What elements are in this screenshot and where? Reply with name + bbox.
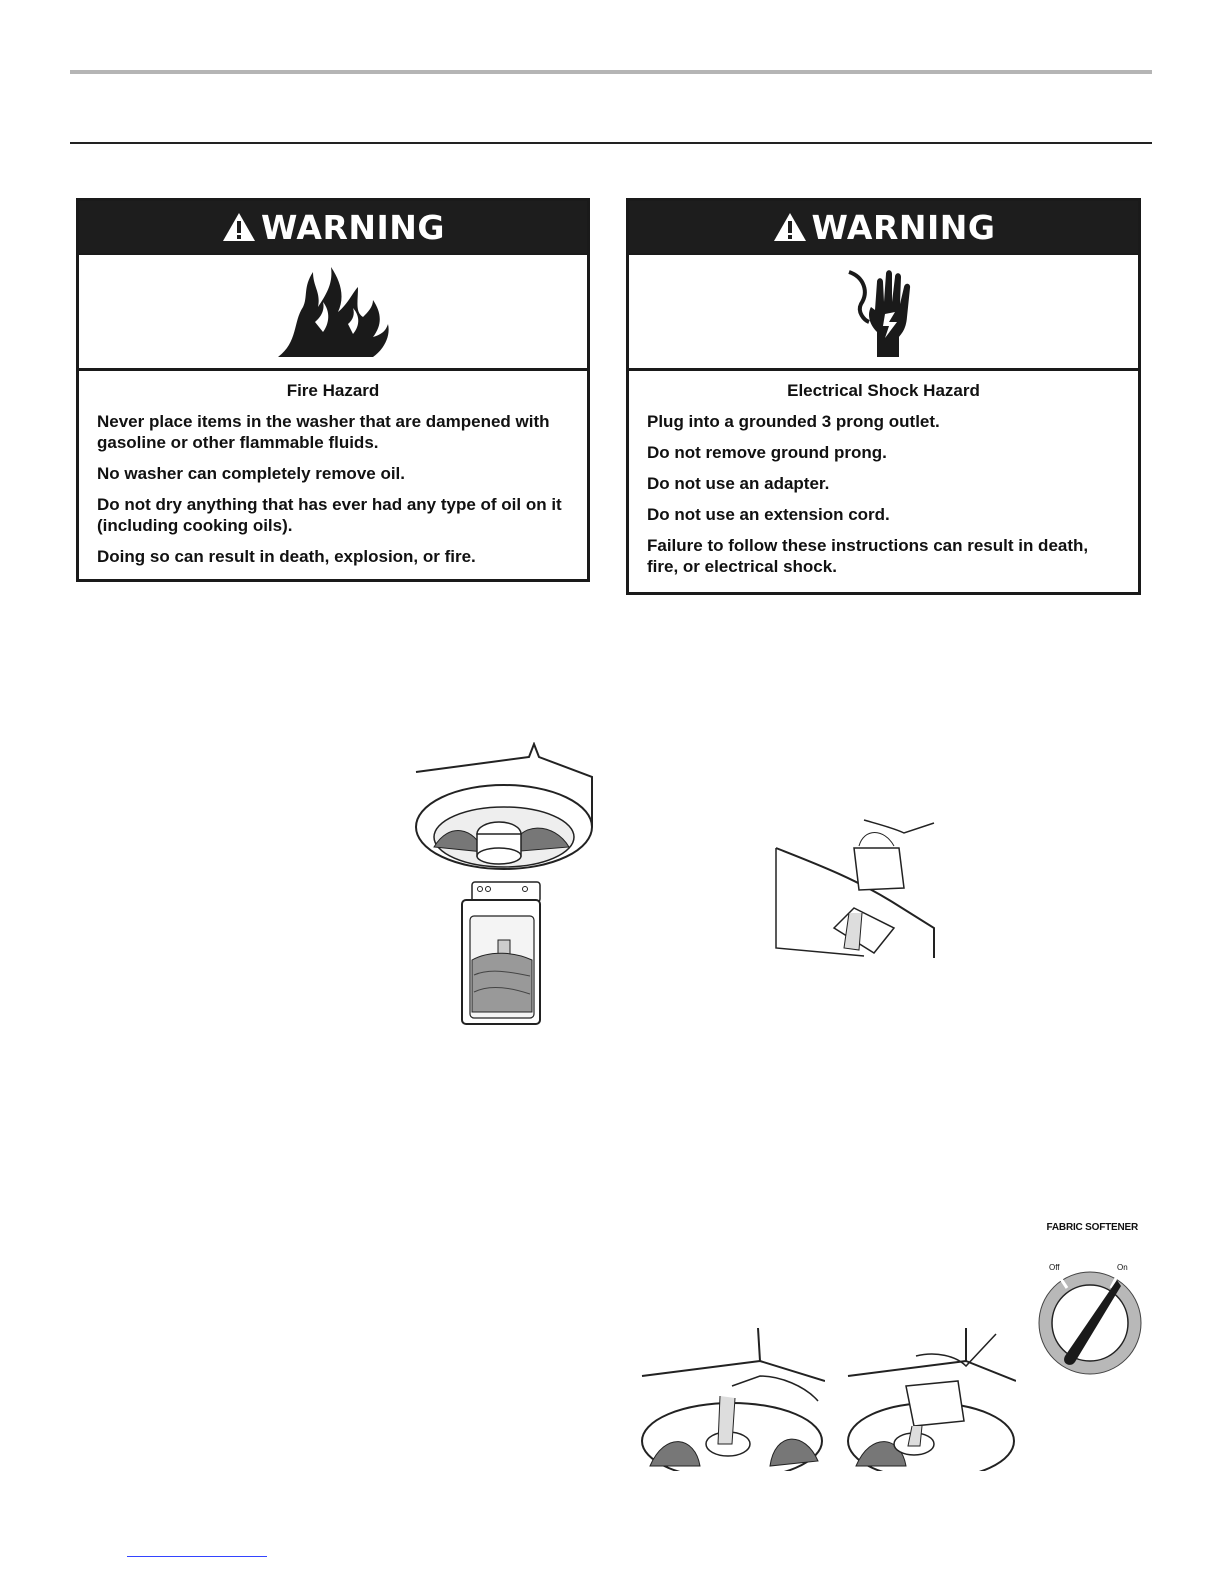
warning-header-text: WARNING bbox=[261, 207, 445, 247]
warning-line: Do not dry anything that has ever had any type of oil on it (including cooking oils). bbox=[97, 495, 562, 535]
fire-hazard-body bbox=[79, 371, 587, 587]
warning-line: Do not use an adapter. bbox=[647, 474, 830, 493]
fire-hazard-warning-box bbox=[76, 198, 590, 582]
fabric-softener-dial-knob[interactable] bbox=[1037, 1270, 1143, 1376]
shock-icon-area bbox=[629, 253, 1138, 371]
warning-header bbox=[79, 201, 587, 253]
washer-tub-top-illustration bbox=[414, 742, 594, 872]
electrical-shock-warning-box bbox=[626, 198, 1141, 595]
electric-shock-hand-icon bbox=[839, 262, 929, 362]
section-rule bbox=[70, 142, 1152, 144]
warning-header bbox=[629, 201, 1138, 253]
hazard-title: Fire Hazard bbox=[286, 381, 380, 400]
dial-on-label: On bbox=[1117, 1263, 1128, 1272]
pour-liquid-bleach-illustration bbox=[640, 1326, 825, 1471]
warning-triangle-icon bbox=[221, 211, 257, 243]
fabric-softener-label: FABRIC SOFTENER bbox=[1046, 1222, 1138, 1233]
fire-icon-area bbox=[79, 253, 587, 371]
washer-front-illustration bbox=[460, 880, 542, 1026]
footer-link-underline[interactable] bbox=[127, 1556, 267, 1557]
warning-header-text: WARNING bbox=[811, 207, 996, 247]
pour-detergent-illustration bbox=[774, 818, 939, 960]
warning-line: Doing so can result in death, explosion, or fire. bbox=[97, 547, 476, 566]
warning-triangle-icon bbox=[772, 211, 808, 243]
warning-line: Never place items in the washer that are dampened with gasoline or other flammable fluids. bbox=[97, 412, 550, 452]
hazard-title: Electrical Shock Hazard bbox=[787, 381, 980, 400]
fire-icon bbox=[273, 262, 393, 362]
warning-line: Failure to follow these instructions can result in death, fire, or electrical shock. bbox=[647, 536, 1089, 576]
pour-fabric-softener-illustration bbox=[846, 1326, 1016, 1471]
dial-off-label: Off bbox=[1049, 1263, 1060, 1272]
warning-line: Plug into a grounded 3 prong outlet. bbox=[647, 412, 940, 431]
warning-line: No washer can completely remove oil. bbox=[97, 464, 406, 483]
warning-line: Do not use an extension cord. bbox=[647, 505, 890, 524]
electrical-shock-body bbox=[629, 371, 1138, 597]
top-gray-rule bbox=[70, 70, 1152, 74]
warning-line: Do not remove ground prong. bbox=[647, 443, 887, 462]
